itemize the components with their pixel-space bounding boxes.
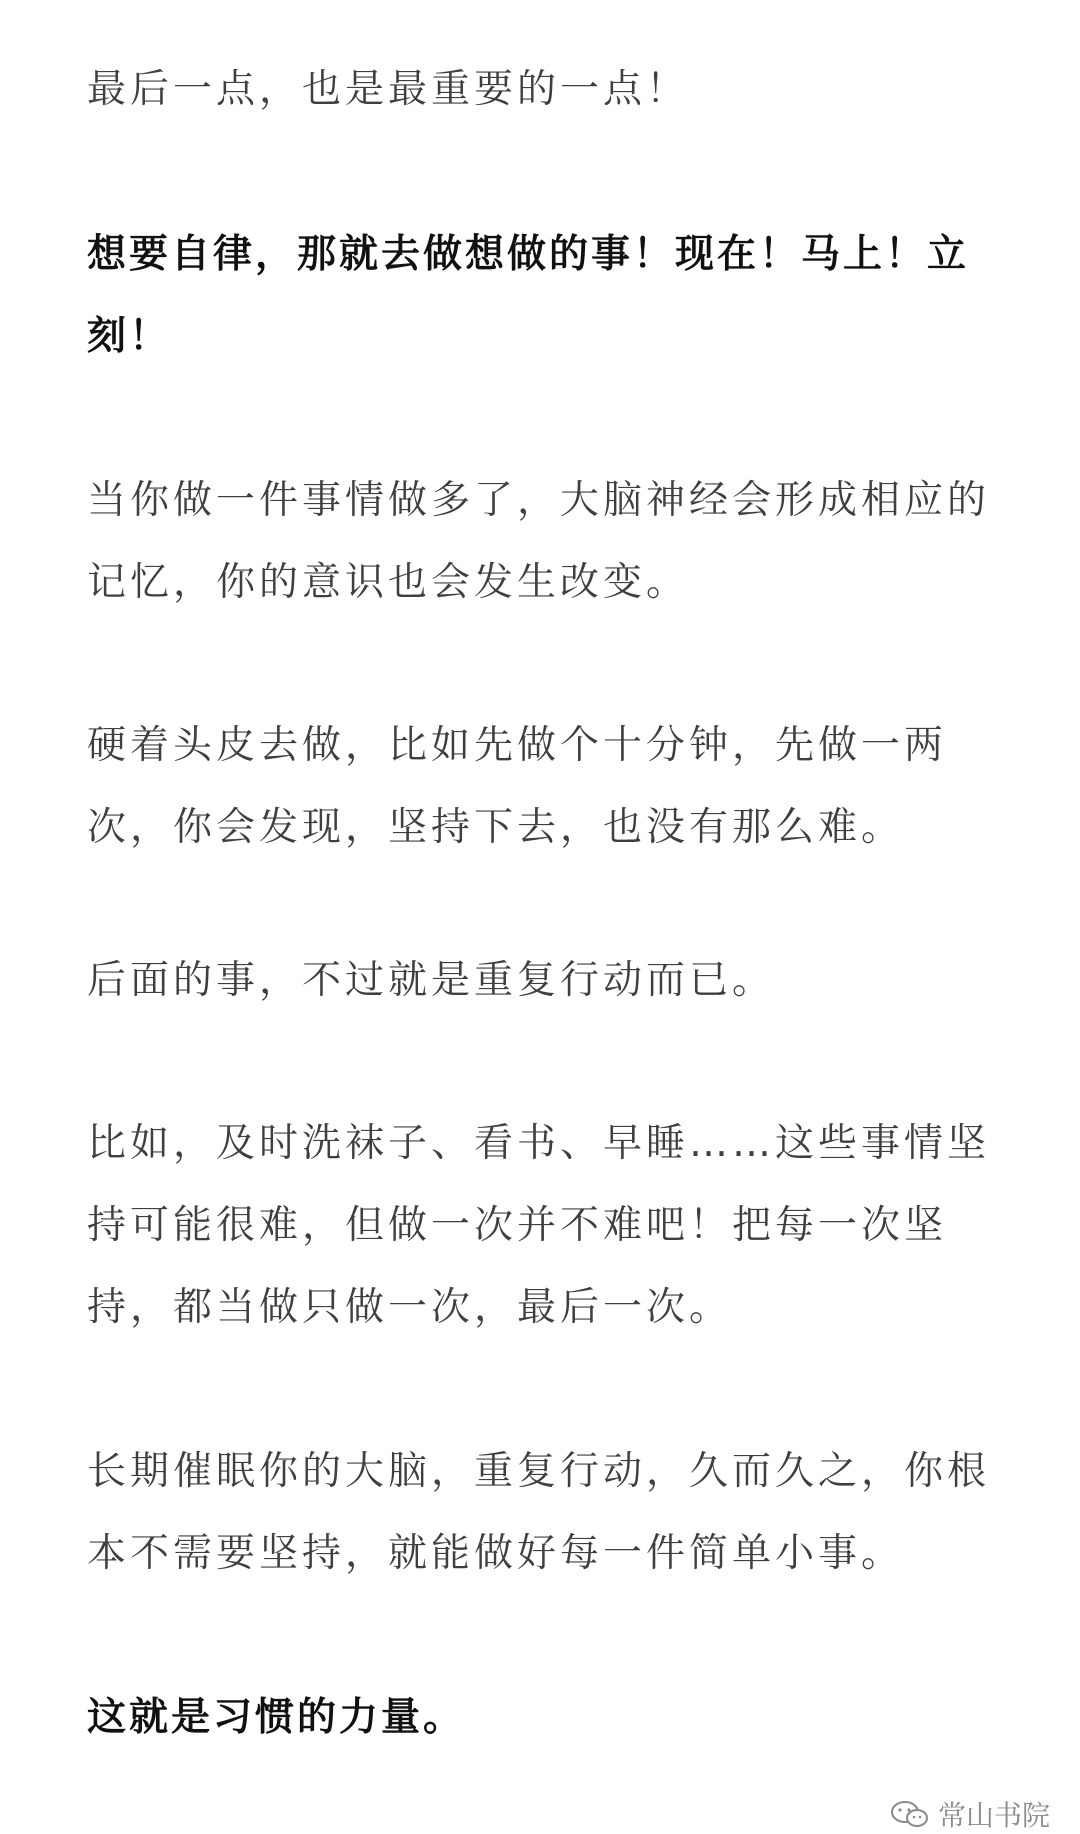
source-watermark [890,1796,1050,1832]
paragraph-habit: 这就是习惯的力量。 [87,1695,466,1740]
paragraph-intro: 最后一点，也是最重要的一点！ [87,67,690,112]
paragraph-bold-headline: 想要自律，那就去做想做的事！现在！马上！立刻！ [87,232,970,359]
paragraph-hypnosis: 长期催眠你的大脑，重复行动，久而久之，你根本不需要坚持，就能做好每一件简单小事。 [87,1449,991,1576]
paragraph-memory: 当你做一件事情做多了，大脑神经会形成相应的记忆，你的意识也会发生改变。 [87,478,991,605]
paragraph-repeat: 后面的事，不过就是重复行动而已。 [87,958,776,1003]
paragraph-start: 硬着头皮去做，比如先做个十分钟，先做一两次，你会发现，坚持下去，也没有那么难。 [87,723,948,850]
paragraph-example: 比如，及时洗袜子、看书、早睡……这些事情坚持可能很难，但做一次并不难吧！把每一次坚持，都当做只做一次，最后一次。 [87,1121,991,1330]
wechat-icon [890,1799,930,1829]
watermark-text: 常山书院 [937,1799,1050,1832]
